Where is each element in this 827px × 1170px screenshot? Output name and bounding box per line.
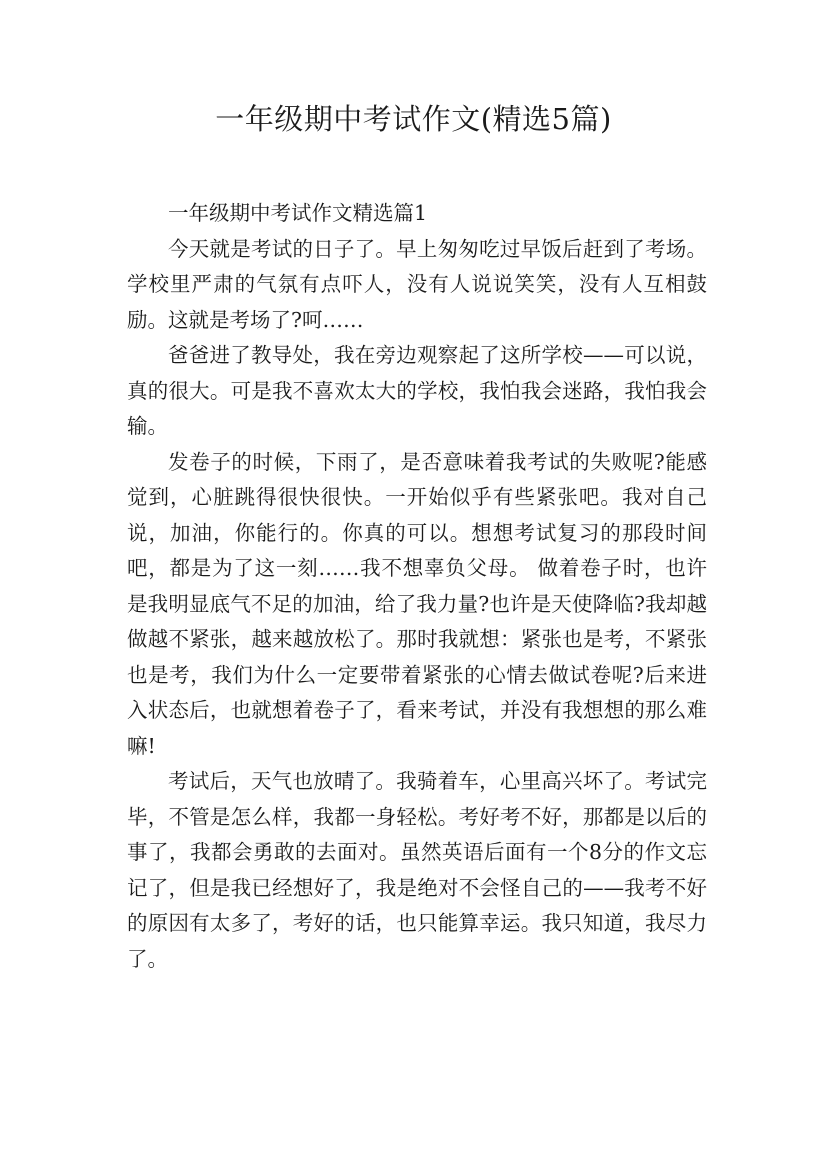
document-body: [127, 196, 707, 977]
paragraph-exam-day: 今天就是考试的日子了。早上匆匆吃过早饭后赶到了考场。学校里严肃的气氛有点吓人，没有人说说笑笑，没有人互相鼓励。这就是考场了?呵……: [127, 236, 707, 332]
paragraph-after-exam: 考试后，天气也放晴了。我骑着车，心里高兴坏了。考试完毕，不管是怎么样，我都一身轻松。考好考不好，那都是以后的事了，我都会勇敢的去面对。虽然英语后面有一个8分的作文忘记了，但是我已经想好了，我是绝对不会怪自己的——我考不好的原因有太多了，考好的话，也只能算幸运。我只知道，我尽力了。: [127, 769, 707, 971]
paragraph-during-exam: 发卷子的时候，下雨了，是否意味着我考试的失败呢?能感觉到，心脏跳得很快很快。一开始似乎有些紧张吧。我对自己说，加油，你能行的。你真的可以。想想考试复习的那段时间吧，都是为了这一刻……我不想辜负父母。 做着卷子时，也许是我明显底气不足的加油，给了我力量?也许是天使降临?我却越做越不紧张，越来越放松了。那时我就想：紧张也是考，不紧张也是考，我们为什么一定要带着紧张的心情去做试卷呢?后来进入状态后，也就想着卷子了，看来考试，并没有我想想的那么难嘛!: [127, 449, 707, 758]
paragraph-school-tour: 爸爸进了教导处，我在旁边观察起了这所学校——可以说，真的很大。可是我不喜欢太大的学校，我怕我会迷路，我怕我会输。: [127, 343, 707, 438]
document-title: 一年级期中考试作文(精选5篇): [215, 102, 612, 136]
section-heading: 一年级期中考试作文精选篇1: [168, 201, 428, 225]
